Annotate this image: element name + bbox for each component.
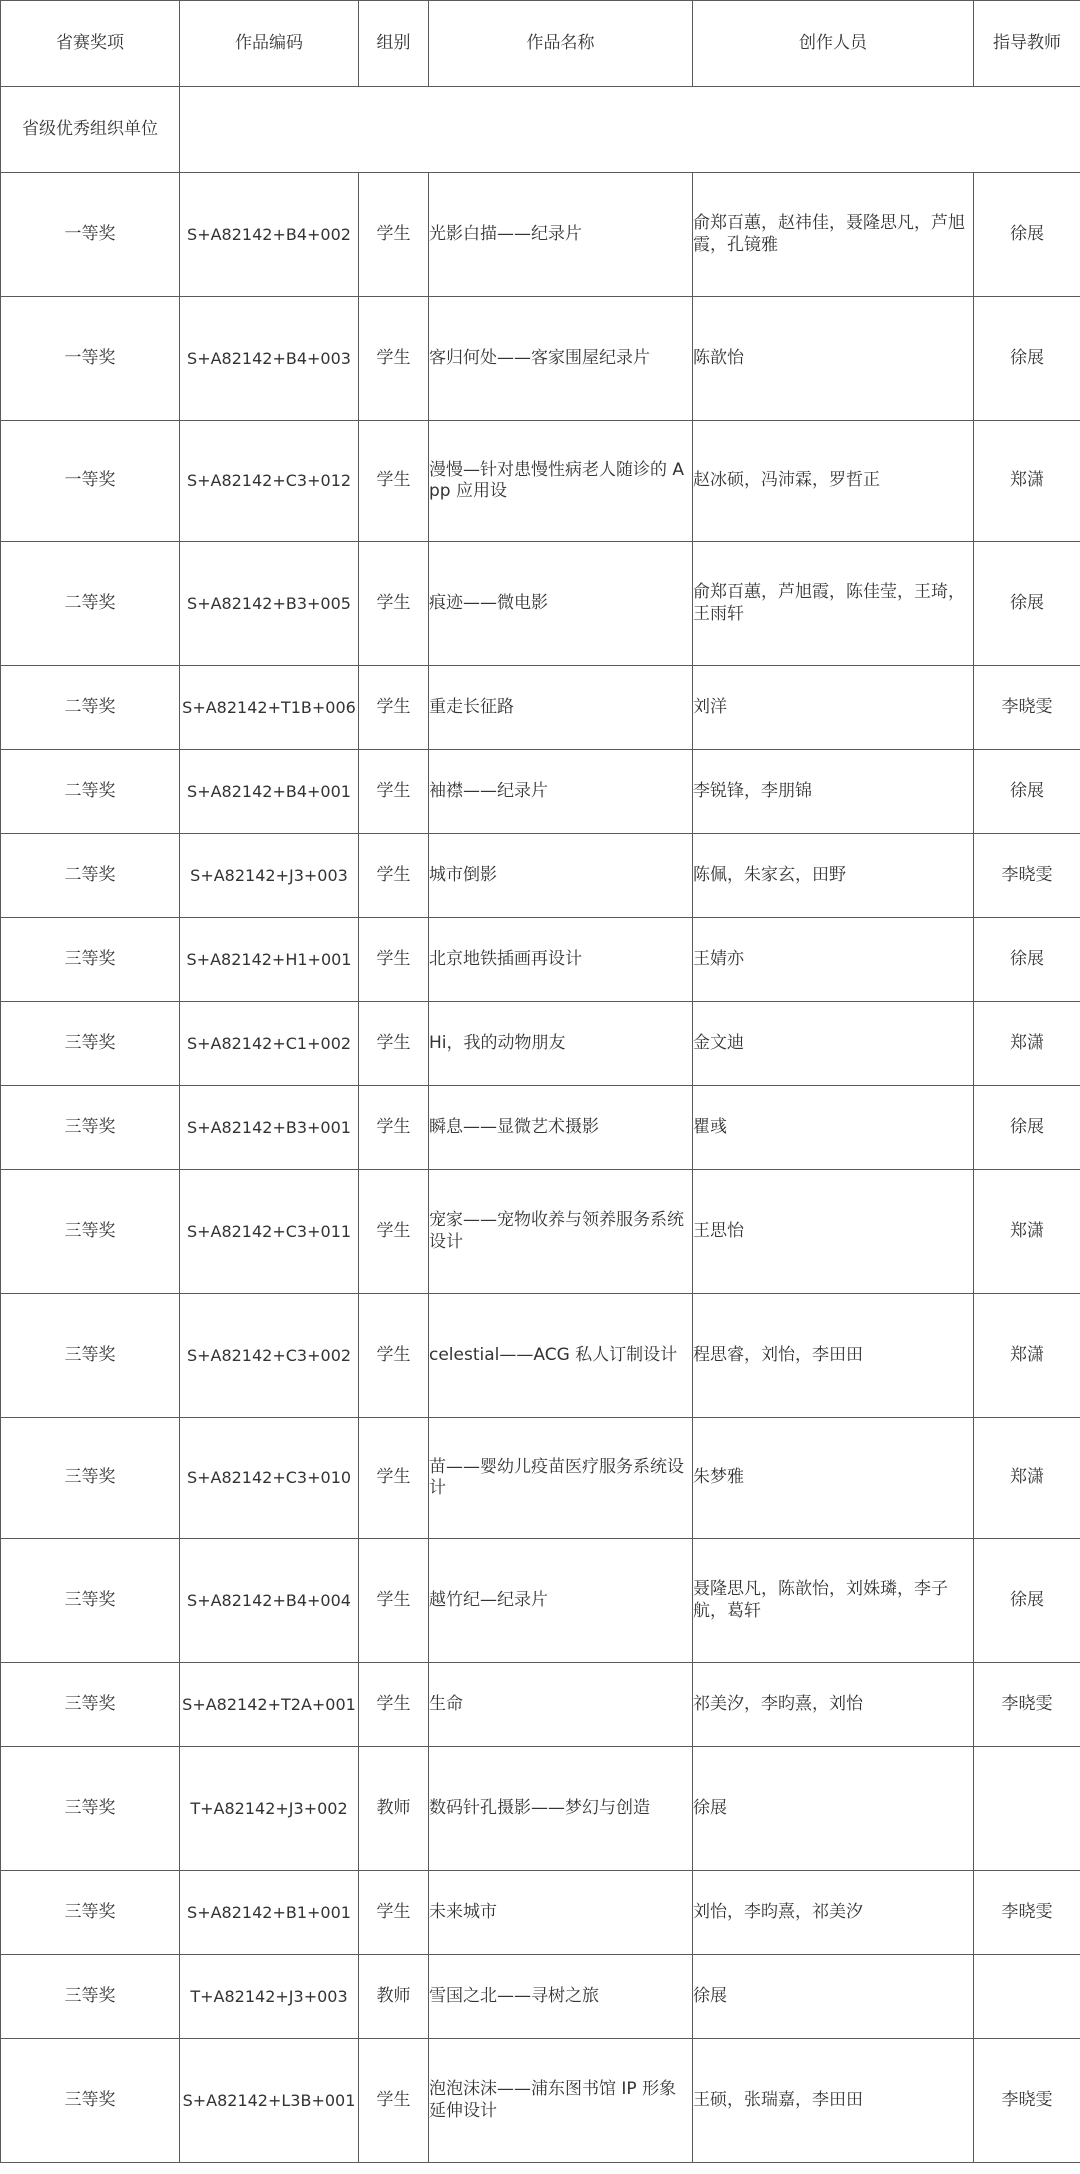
award-cell-text: 三等奖: [64, 1589, 116, 1610]
award-cell: [1, 542, 180, 666]
award-cell: [1, 918, 180, 1002]
creators-cell: [693, 1955, 974, 2039]
code-cell-text: S+A82142+J3+003: [190, 865, 348, 885]
award-cell-text: 三等奖: [64, 1344, 116, 1365]
title-cell: [429, 2039, 693, 2163]
teacher-cell-text: 郑潇: [1010, 1344, 1044, 1365]
group-cell: [359, 1955, 429, 2039]
group-cell-text: 学生: [376, 1220, 411, 1241]
creators-cell: [693, 1086, 974, 1170]
code-cell: [180, 1747, 359, 1871]
creators-cell-text: 王思怡: [693, 1220, 744, 1241]
code-cell: [180, 1170, 359, 1294]
table-row: [1, 1539, 1080, 1663]
teacher-cell-text: 郑潇: [1010, 1032, 1044, 1053]
award-cell-text: 三等奖: [64, 948, 116, 969]
teacher-cell-text: 李晓雯: [1001, 1693, 1053, 1714]
creators-cell-text: 赵冰硕，冯沛霖，罗哲正: [693, 470, 880, 491]
code-cell: [180, 834, 359, 918]
creators-cell-text: 程思睿，刘怡，李田田: [693, 1344, 863, 1365]
award-cell-text: 二等奖: [64, 864, 116, 885]
code-cell-text: S+A82142+B4+002: [187, 224, 351, 244]
award-cell: [1, 666, 180, 750]
creators-cell: [693, 297, 974, 421]
creators-cell: [693, 750, 974, 834]
award-cell: [1, 1418, 180, 1539]
teacher-cell: [974, 666, 1080, 750]
group-cell-text: 学生: [376, 780, 411, 801]
table-row: [1, 1418, 1080, 1539]
code-cell: [180, 918, 359, 1002]
code-cell: [180, 1871, 359, 1955]
header-creators: 创作人员: [693, 1, 974, 87]
title-cell: [429, 1663, 693, 1747]
code-cell: [180, 2039, 359, 2163]
creators-cell-text: 聂隆思凡，陈歆怡，刘姝璘，李子航，葛轩: [693, 1579, 948, 1621]
group-cell-text: 学生: [376, 1467, 411, 1488]
group-cell: [359, 1747, 429, 1871]
title-cell-text: 泡泡沫沫——浦东图书馆 IP 形象延伸设计: [429, 2079, 677, 2121]
group-cell: [359, 542, 429, 666]
title-cell-text: 瞬息——显微艺术摄影: [429, 1116, 599, 1137]
code-cell: [180, 1294, 359, 1418]
group-cell-text: 学生: [376, 592, 411, 613]
teacher-cell: [974, 2039, 1080, 2163]
creators-cell-text: 瞿彧: [693, 1116, 727, 1137]
creators-cell-text: 刘洋: [693, 696, 727, 717]
creators-cell: [693, 2039, 974, 2163]
table-row: [1, 1002, 1080, 1086]
teacher-cell-text: 李晓雯: [1001, 696, 1053, 717]
code-cell-text: S+A82142+B4+003: [187, 348, 351, 368]
teacher-cell: [974, 1086, 1080, 1170]
code-cell: [180, 750, 359, 834]
title-cell-text: 漫慢—针对患慢性病老人随诊的 App 应用设: [429, 459, 685, 501]
table-row: [1, 918, 1080, 1002]
creators-cell: [693, 1871, 974, 1955]
award-cell-text: 二等奖: [64, 696, 116, 717]
award-cell-text: 三等奖: [64, 1116, 116, 1137]
group-cell-text: 学生: [376, 1901, 411, 1922]
teacher-cell: [974, 1170, 1080, 1294]
teacher-cell: [974, 1539, 1080, 1663]
teacher-cell-text: 李晓雯: [1001, 2089, 1053, 2110]
creators-cell: [693, 834, 974, 918]
teacher-cell-text: 徐展: [1010, 780, 1044, 801]
creators-cell: [693, 666, 974, 750]
award-cell-text: 三等奖: [64, 1220, 116, 1241]
code-cell: [180, 1086, 359, 1170]
award-cell: [1, 297, 180, 421]
award-cell-text: 三等奖: [64, 1901, 116, 1922]
creators-cell-text: 金文迪: [693, 1032, 744, 1053]
title-cell: [429, 1539, 693, 1663]
table-row: [1, 1955, 1080, 2039]
creators-cell: [693, 1747, 974, 1871]
creators-cell: [693, 1539, 974, 1663]
creators-cell: [693, 173, 974, 297]
group-cell: [359, 1418, 429, 1539]
creators-cell-text: 刘怡，李昀熹，祁美汐: [693, 1901, 863, 1922]
title-cell: [429, 1747, 693, 1871]
header-code: 作品编码: [180, 1, 359, 87]
title-cell-text: 宠家——宠物收养与领养服务系统设计: [429, 1210, 684, 1252]
award-cell-text: 三等奖: [64, 1467, 116, 1488]
code-cell: [180, 297, 359, 421]
table-row: [1, 1294, 1080, 1418]
teacher-cell-text: 徐展: [1010, 223, 1044, 244]
code-cell: [180, 1955, 359, 2039]
title-cell-text: 痕迹——微电影: [429, 592, 548, 613]
award-cell-text: 一等奖: [64, 223, 116, 244]
award-cell-text: 二等奖: [64, 592, 116, 613]
teacher-cell: [974, 1747, 1080, 1871]
group-cell-text: 学生: [376, 864, 411, 885]
award-cell-text: 三等奖: [64, 1797, 116, 1818]
group-cell-text: 学生: [376, 347, 411, 368]
code-cell-text: S+A82142+T1B+006: [182, 697, 356, 717]
table-row: [1, 2039, 1080, 2163]
code-cell-text: S+A82142+H1+001: [186, 949, 352, 969]
code-cell: [180, 173, 359, 297]
title-cell-text: 城市倒影: [429, 864, 497, 885]
teacher-cell-text: 郑潇: [1010, 470, 1044, 491]
title-cell: [429, 834, 693, 918]
group-cell: [359, 1871, 429, 1955]
group-cell-text: 教师: [376, 1797, 411, 1818]
table-row: [1, 421, 1080, 542]
teacher-cell-text: 郑潇: [1010, 1220, 1044, 1241]
creators-cell: [693, 542, 974, 666]
title-cell-text: 未来城市: [429, 1901, 497, 1922]
teacher-cell: [974, 1663, 1080, 1747]
creators-cell-text: 俞郑百蕙，芦旭霞，陈佳莹，王琦，王雨轩: [693, 582, 965, 624]
group-cell-text: 学生: [376, 1116, 411, 1137]
award-cell: [1, 1170, 180, 1294]
section-empty-cell: [180, 87, 1080, 173]
code-cell: [180, 542, 359, 666]
teacher-cell: [974, 1002, 1080, 1086]
award-cell-text: 一等奖: [64, 470, 116, 491]
title-cell: [429, 1871, 693, 1955]
table-row: [1, 666, 1080, 750]
title-cell: [429, 173, 693, 297]
award-cell-text: 二等奖: [64, 780, 116, 801]
code-cell: [180, 1418, 359, 1539]
creators-cell-text: 陈歆怡: [693, 347, 744, 368]
teacher-cell-text: 徐展: [1010, 1589, 1044, 1610]
title-cell: [429, 750, 693, 834]
award-cell-text: 三等奖: [64, 1032, 116, 1053]
teacher-cell-text: 徐展: [1010, 347, 1044, 368]
teacher-cell-text: 李晓雯: [1001, 1901, 1053, 1922]
code-cell-text: S+A82142+C3+010: [186, 1468, 352, 1487]
award-cell: [1, 173, 180, 297]
teacher-cell: [974, 1418, 1080, 1539]
creators-cell-text: 李锐锋，李朋锦: [693, 780, 812, 801]
award-cell: [1, 1663, 180, 1747]
code-cell-text: T+A82142+J3+002: [190, 1798, 348, 1818]
code-cell-text: S+A82142+C3+011: [186, 1221, 352, 1241]
code-cell: [180, 421, 359, 542]
teacher-cell-text: 徐展: [1010, 592, 1044, 613]
group-cell: [359, 1170, 429, 1294]
teacher-cell: [974, 918, 1080, 1002]
code-cell-text: S+A82142+C1+002: [186, 1033, 352, 1053]
group-cell: [359, 2039, 429, 2163]
creators-cell-text: 徐展: [693, 1797, 727, 1818]
group-cell: [359, 1663, 429, 1747]
teacher-cell-text: 徐展: [1010, 1116, 1044, 1137]
group-cell-text: 教师: [376, 1985, 411, 2006]
title-cell: [429, 1086, 693, 1170]
title-cell: [429, 297, 693, 421]
award-cell: [1, 1747, 180, 1871]
award-cell: [1, 1871, 180, 1955]
teacher-cell-text: 郑潇: [1010, 1467, 1044, 1488]
header-award: 省赛奖项: [1, 1, 180, 87]
award-cell: [1, 2039, 180, 2163]
creators-cell: [693, 1663, 974, 1747]
group-cell-text: 学生: [376, 470, 411, 491]
teacher-cell: [974, 834, 1080, 918]
group-cell: [359, 1086, 429, 1170]
table-row: [1, 834, 1080, 918]
creators-cell: [693, 1170, 974, 1294]
title-cell: [429, 421, 693, 542]
group-cell: [359, 1539, 429, 1663]
group-cell-text: 学生: [376, 1693, 411, 1714]
title-cell-text: 生命: [429, 1693, 463, 1714]
group-cell-text: 学生: [376, 948, 411, 969]
header-teacher: 指导教师: [974, 1, 1080, 87]
group-cell-text: 学生: [376, 223, 411, 244]
teacher-cell-text: 徐展: [1010, 948, 1044, 969]
award-cell: [1, 750, 180, 834]
title-cell: [429, 666, 693, 750]
table-row: [1, 1086, 1080, 1170]
creators-cell-text: 俞郑百蕙，赵祎佳，聂隆思凡，芦旭霞，孔镜雅: [693, 213, 965, 255]
group-cell: [359, 1002, 429, 1086]
creators-cell-text: 徐展: [693, 1985, 727, 2006]
creators-cell: [693, 918, 974, 1002]
section-row: [1, 87, 1080, 173]
teacher-cell: [974, 1871, 1080, 1955]
code-cell-text: S+A82142+C3+012: [186, 471, 352, 490]
award-cell: [1, 1294, 180, 1418]
creators-cell-text: 王婧亦: [693, 948, 744, 969]
table-row: [1, 750, 1080, 834]
group-cell-text: 学生: [376, 1589, 411, 1610]
title-cell-text: 光影白描——纪录片: [429, 223, 582, 244]
title-cell-text: Hi，我的动物朋友: [429, 1032, 566, 1053]
group-cell: [359, 750, 429, 834]
creators-cell-text: 祁美汐，李昀熹，刘怡: [693, 1693, 863, 1714]
award-cell: [1, 1002, 180, 1086]
table-row: [1, 173, 1080, 297]
creators-cell: [693, 1002, 974, 1086]
table-row: [1, 1747, 1080, 1871]
table-row: [1, 1170, 1080, 1294]
title-cell: [429, 1418, 693, 1539]
award-cell-text: 一等奖: [64, 347, 116, 368]
teacher-cell-text: 李晓雯: [1001, 864, 1053, 885]
teacher-cell: [974, 421, 1080, 542]
table-header-row: [1, 1, 1080, 87]
creators-cell: [693, 1294, 974, 1418]
title-cell: [429, 1955, 693, 2039]
teacher-cell: [974, 297, 1080, 421]
code-cell-text: S+A82142+B3+005: [187, 593, 351, 613]
code-cell-text: T+A82142+J3+003: [190, 1986, 348, 2006]
title-cell-text: 数码针孔摄影——梦幻与创造: [429, 1797, 650, 1818]
table-row: [1, 1871, 1080, 1955]
group-cell: [359, 421, 429, 542]
code-cell-text: S+A82142+B4+004: [187, 1590, 351, 1610]
group-cell-text: 学生: [376, 696, 411, 717]
title-cell-text: 客归何处——客家围屋纪录片: [429, 347, 650, 368]
title-cell: [429, 542, 693, 666]
group-cell-text: 学生: [376, 1344, 411, 1365]
code-cell: [180, 666, 359, 750]
title-cell: [429, 1002, 693, 1086]
title-cell: [429, 1294, 693, 1418]
code-cell: [180, 1002, 359, 1086]
code-cell-text: S+A82142+B3+001: [187, 1117, 351, 1137]
creators-cell: [693, 421, 974, 542]
code-cell-text: S+A82142+B1+001: [187, 1902, 351, 1922]
award-cell: [1, 1086, 180, 1170]
group-cell: [359, 297, 429, 421]
code-cell-text: S+A82142+B4+001: [187, 781, 351, 801]
teacher-cell: [974, 750, 1080, 834]
award-cell: [1, 834, 180, 918]
teacher-cell: [974, 173, 1080, 297]
code-cell-text: S+A82142+C3+002: [186, 1345, 352, 1365]
title-cell: [429, 1170, 693, 1294]
award-cell: [1, 1539, 180, 1663]
group-cell: [359, 666, 429, 750]
table-row: [1, 542, 1080, 666]
group-cell-text: 学生: [376, 1032, 411, 1053]
teacher-cell: [974, 1955, 1080, 2039]
award-cell-text: 三等奖: [64, 1693, 116, 1714]
group-cell: [359, 1294, 429, 1418]
section-label: 省级优秀组织单位: [1, 87, 180, 173]
title-cell-text: 北京地铁插画再设计: [429, 948, 582, 969]
title-cell-text: 苗——婴幼儿疫苗医疗服务系统设计: [429, 1456, 684, 1498]
code-cell-text: S+A82142+L3B+001: [182, 2090, 356, 2110]
title-cell-text: 重走长征路: [429, 696, 514, 717]
award-cell-text: 三等奖: [64, 1985, 116, 2006]
code-cell-text: S+A82142+T2A+001: [182, 1694, 356, 1714]
header-title: 作品名称: [429, 1, 693, 87]
title-cell: [429, 918, 693, 1002]
creators-cell-text: 朱梦雅: [693, 1467, 744, 1488]
award-cell-text: 三等奖: [64, 2089, 116, 2110]
teacher-cell: [974, 1294, 1080, 1418]
award-cell: [1, 421, 180, 542]
table-row: [1, 297, 1080, 421]
title-cell-text: 雪国之北——寻树之旅: [429, 1985, 599, 2006]
title-cell-text: 袖襟——纪录片: [429, 780, 548, 801]
title-cell-text: celestial——ACG 私人订制设计: [429, 1344, 678, 1365]
title-cell-text: 越竹纪—纪录片: [429, 1589, 548, 1610]
creators-cell-text: 王硕，张瑞嘉，李田田: [693, 2089, 863, 2110]
creators-cell: [693, 1418, 974, 1539]
group-cell: [359, 834, 429, 918]
teacher-cell: [974, 542, 1080, 666]
header-group: 组别: [359, 1, 429, 87]
table-row: [1, 1663, 1080, 1747]
creators-cell-text: 陈佩，朱家玄，田野: [693, 864, 846, 885]
code-cell: [180, 1539, 359, 1663]
group-cell: [359, 173, 429, 297]
group-cell-text: 学生: [376, 2089, 411, 2110]
award-cell: [1, 1955, 180, 2039]
group-cell: [359, 918, 429, 1002]
code-cell: [180, 1663, 359, 1747]
